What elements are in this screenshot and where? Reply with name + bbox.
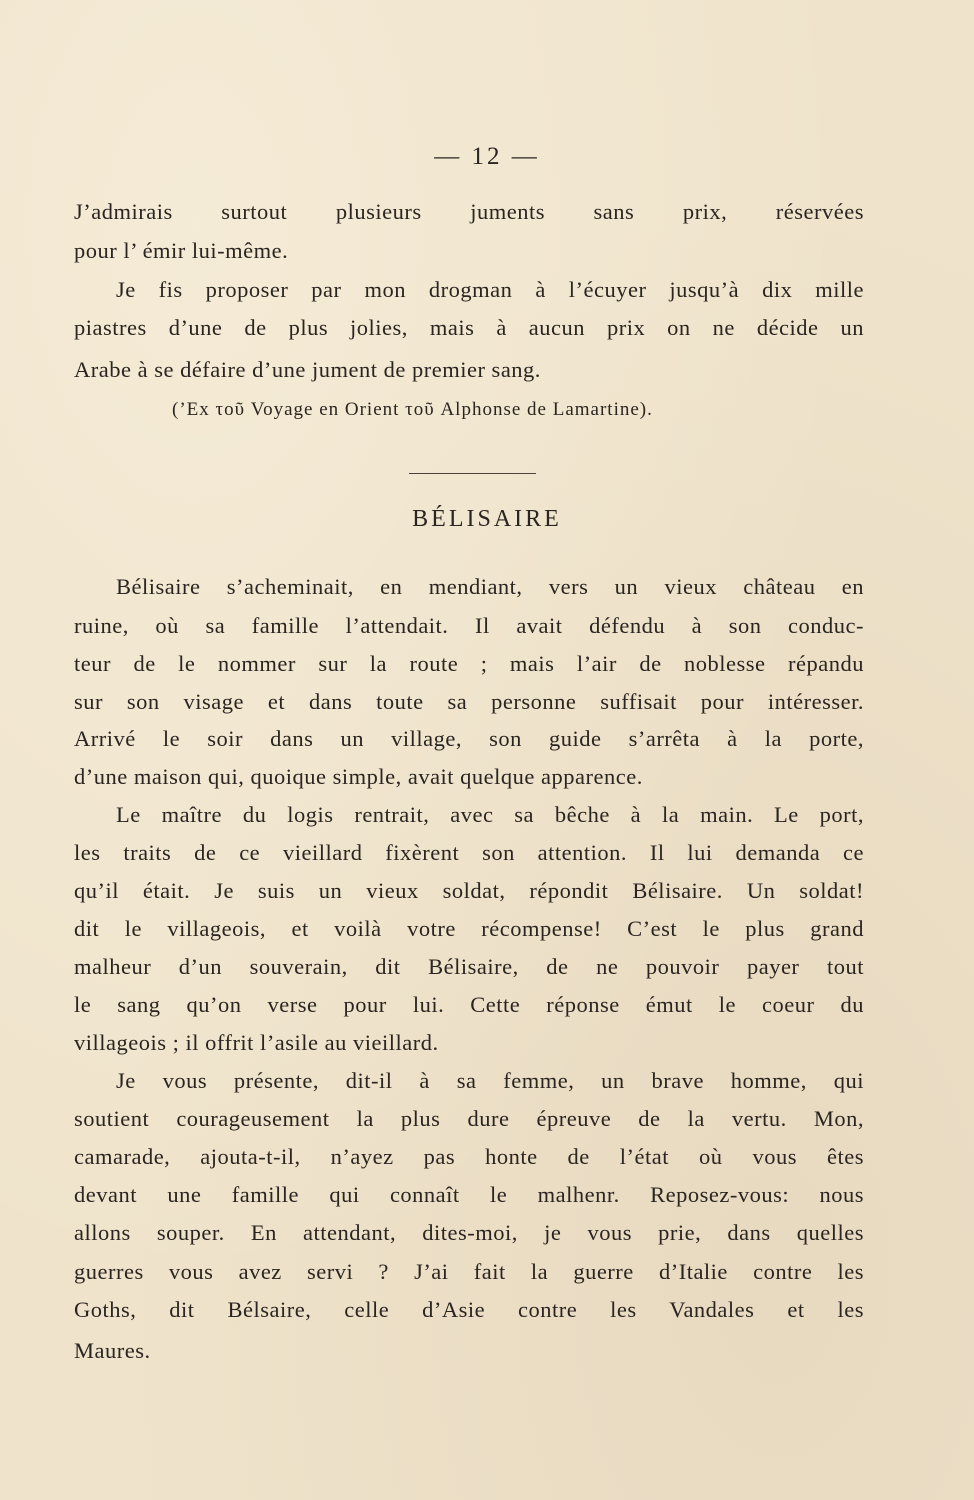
excerpt-line: piastres d’une de plus jolies, mais à aucun prix on ne décide un [74,315,864,340]
excerpt-line: J’admirais surtout plusieurs juments sans prix, réservées [74,199,864,224]
paragraph-line: camarade, ajouta-t-il, n’ayez pas honte de l’état où vous êtes [74,1144,864,1169]
paragraph-line: teur de le nommer sur la route ; mais l’air de noblesse répandu [74,651,864,676]
paragraph-line: le sang qu’on verse pour lui. Cette réponse émut le coeur du [74,992,864,1017]
paragraph-line: d’une maison qui, quoique simple, avait quelque apparence. [74,764,643,789]
paragraph-line: qu’il était. Je suis un vieux soldat, répondit Bélisaire. Un soldat! [74,878,864,903]
paragraph-line: soutient courageusement la plus dure épreuve de la vertu. Mon, [74,1106,864,1131]
excerpt-line: Arabe à se défaire d’une jument de premier sang. [74,357,541,382]
section-divider [409,473,536,474]
paragraph-line: Le maître du logis rentrait, avec sa bêche à la main. Le port, [116,802,864,827]
paragraph-line: sur son visage et dans toute sa personne suffisait pour intéresser. [74,689,864,714]
citation: (’Ex τοῦ Voyage en Orient τοῦ Alphonse de Lamartine). [172,399,653,420]
page-number: — 12 — [434,143,540,170]
excerpt-line: pour l’ émir lui-même. [74,238,289,263]
paragraph-line: Maures. [74,1338,151,1363]
paragraph-line: Arrivé le soir dans un village, son guide s’arrêta à la porte, [74,726,864,751]
paragraph-line: guerres vous avez servi ? J’ai fait la guerre d’Italie contre les [74,1259,864,1284]
paragraph-line: ruine, où sa famille l’attendait. Il avait défendu à son conduc- [74,613,864,638]
paragraph-line: les traits de ce vieillard fixèrent son attention. Il lui demanda ce [74,840,864,865]
paragraph-line: villageois ; il offrit l’asile au vieillard. [74,1030,439,1055]
paragraph-line: allons souper. En attendant, dites-moi, je vous prie, dans quelles [74,1220,864,1245]
paragraph-line: malheur d’un souverain, dit Bélisaire, de ne pouvoir payer tout [74,954,864,979]
paragraph-line: dit le villageois, et voilà votre récompense! C’est le plus grand [74,916,864,941]
excerpt-line: Je fis proposer par mon drogman à l’écuyer jusqu’à dix mille [116,277,864,302]
section-title: BÉLISAIRE [412,506,562,532]
paragraph-line: Goths, dit Bélsaire, celle d’Asie contre les Vandales et les [74,1297,864,1322]
paragraph-line: devant une famille qui connaît le malhenr. Reposez-vous: nous [74,1182,864,1207]
paragraph-line: Bélisaire s’acheminait, en mendiant, vers un vieux château en [116,574,864,599]
paragraph-line: Je vous présente, dit-il à sa femme, un brave homme, qui [116,1068,864,1093]
